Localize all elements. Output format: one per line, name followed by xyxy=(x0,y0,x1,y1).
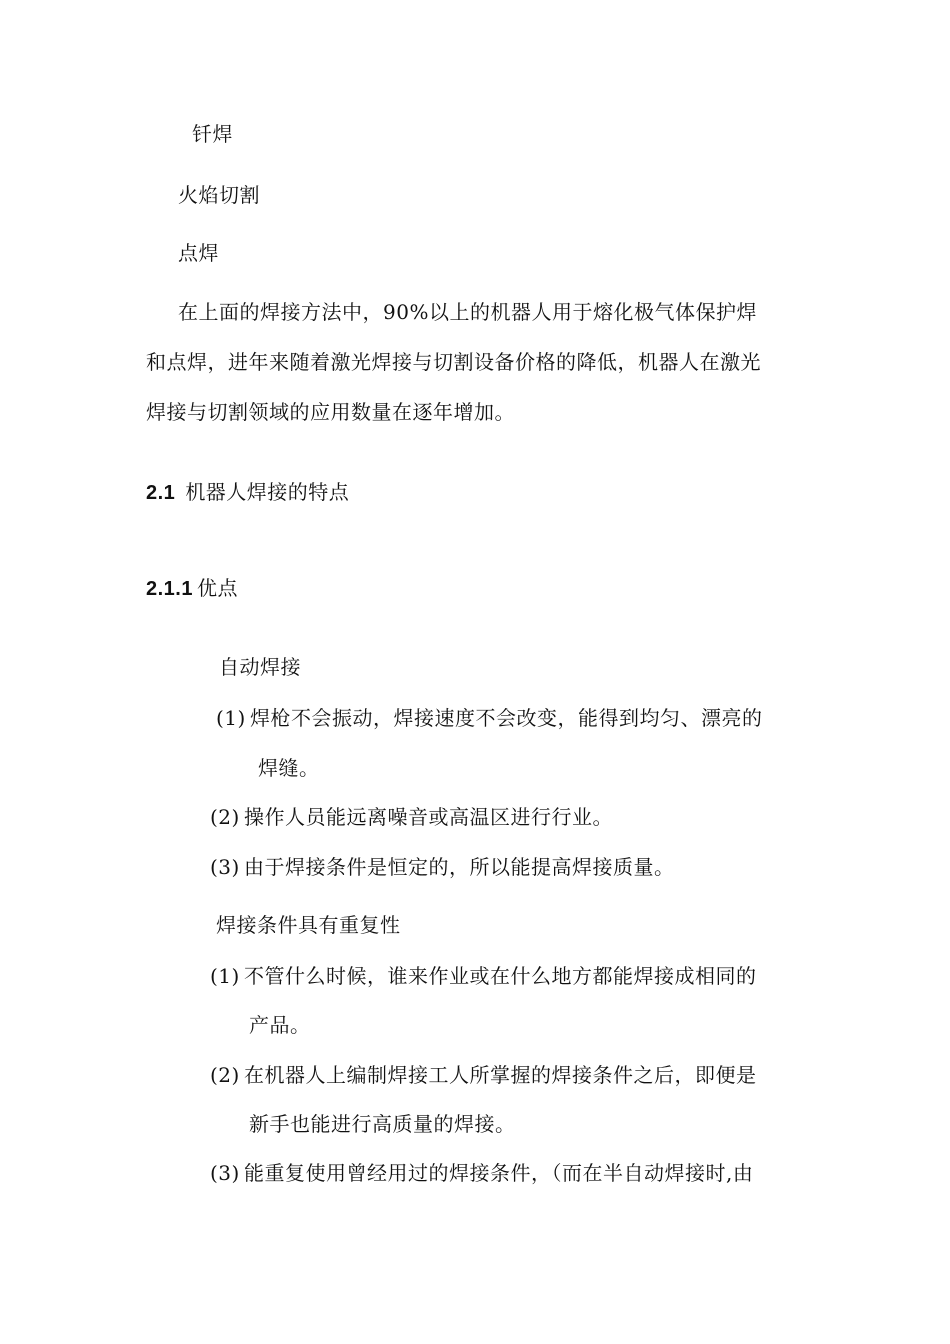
section-title: 机器人焊接的特点 xyxy=(185,480,350,504)
list-item-continuation: 产品。 xyxy=(249,1013,311,1037)
list-marker: (3) xyxy=(210,1161,240,1185)
list-item xyxy=(210,853,675,881)
subsection-title: 优点 xyxy=(196,576,238,600)
section-number: 2.1 xyxy=(146,482,176,504)
group-title-auto-welding: 自动焊接 xyxy=(219,655,301,679)
list-item xyxy=(216,704,763,732)
list-item-text: 由于焊接条件是恒定的，所以能提高焊接质量。 xyxy=(244,855,675,879)
group-title-repeatability: 焊接条件具有重复性 xyxy=(216,913,401,937)
method-item-brazing: 钎焊 xyxy=(192,122,233,146)
subsection-number: 2.1.1 xyxy=(146,578,193,600)
list-item-text: 焊枪不会振动，焊接速度不会改变，能得到均匀、漂亮的 xyxy=(250,706,763,730)
list-item xyxy=(210,962,757,990)
list-item-text: 不管什么时候，谁来作业或在什么地方都能焊接成相同的 xyxy=(244,964,757,988)
list-marker: (2) xyxy=(210,805,240,829)
section-heading xyxy=(146,478,349,507)
method-item-flame-cutting: 火焰切割 xyxy=(178,183,260,207)
list-marker: (3) xyxy=(210,855,240,879)
paragraph-line-1: 在上面的焊接方法中，90%以上的机器人用于熔化极气体保护焊 xyxy=(178,300,757,324)
list-item-text: 能重复使用曾经用过的焊接条件，（而在半自动焊接时,由 xyxy=(244,1161,754,1185)
list-item-continuation: 新手也能进行高质量的焊接。 xyxy=(249,1112,516,1136)
paragraph-line-3: 焊接与切割领域的应用数量在逐年增加。 xyxy=(146,400,515,424)
list-item-continuation: 焊缝。 xyxy=(258,756,320,780)
list-item xyxy=(210,1159,753,1187)
method-item-spot-welding: 点焊 xyxy=(178,241,219,265)
list-item xyxy=(210,1061,757,1089)
paragraph-line-2: 和点焊，进年来随着激光焊接与切割设备价格的降低，机器人在激光 xyxy=(146,350,761,374)
list-marker: (2) xyxy=(210,1063,240,1087)
list-item-text: 在机器人上编制焊接工人所掌握的焊接条件之后，即便是 xyxy=(244,1063,757,1087)
subsection-heading xyxy=(146,574,238,603)
list-marker: (1) xyxy=(216,706,246,730)
list-item-text: 操作人员能远离噪音或高温区进行行业。 xyxy=(244,805,613,829)
list-item xyxy=(210,803,613,831)
list-marker: (1) xyxy=(210,964,240,988)
